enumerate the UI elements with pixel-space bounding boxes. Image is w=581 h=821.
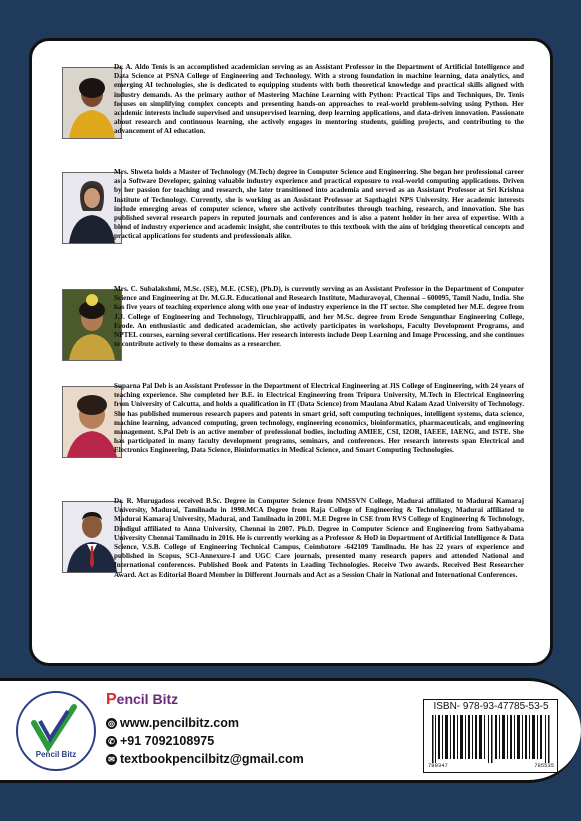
phone-contact (106, 734, 214, 748)
website-link[interactable]: www.pencilbitz.com (120, 716, 239, 730)
pencil-check-logo-icon (18, 693, 94, 769)
barcode-digits-left: 789347 (428, 762, 448, 769)
brand-rest: encil Bitz (116, 691, 179, 707)
bio-text: Dr. R. Murugadoss received B.Sc. Degree in Computer Science from NMSSVN College, Madurai affiliated to Madurai Kamaraj University, Madurai, Tamilnadu in 1998.MCA Degree from Raja College of Engineering & Technology, Madurai affiliated to Madurai Kamaraj University, Madurai, and Tamilnadu in 2001. M.E Degree in CSE from RVS College of Engineering & Technology, Dindigul affiliated to Anna University, Chennai in 2007. Ph.D. Degree in Computer Science and Engineering from Sathyabama University Chennai Tamilnadu in 2016. He is currently working as a Professor & HoD in Department of Artificial Intelligence & Data Science, V.S.B. College of Engineering Technical Campus, Coimbatore -642109 Tamilnadu. He has 22 years of experience and published in Scopus, SCI-Annexure-I and UGC Care journals, presented many research papers and attended National and International conferences. Published Book and Patents in Leading Technologies. Receive Two awards. Received Best Researcher Award. Act as Editorial Board Member in Different Journals and Act as a Session Chair in National and International Conferences. (114, 497, 524, 579)
author-photo (62, 386, 122, 458)
email-contact (106, 752, 304, 766)
barcode-icon (430, 715, 552, 763)
portrait-image (63, 290, 121, 360)
author-photo (62, 67, 122, 139)
phone-icon: ✆ (106, 736, 117, 747)
portrait-image (63, 68, 121, 138)
barcode-digits-right: 785535 (534, 762, 554, 769)
mail-icon: ✉ (106, 754, 117, 765)
bio-entry (32, 164, 552, 279)
brand-initial: P (106, 691, 117, 708)
isbn-barcode-box (423, 699, 558, 773)
phone-number[interactable]: +91 7092108975 (120, 734, 215, 748)
globe-icon: ◎ (106, 718, 117, 729)
author-photo (62, 172, 122, 244)
bio-entry (32, 59, 552, 169)
author-bios-panel (29, 38, 553, 666)
logo-text: Pencil Bitz (35, 750, 77, 759)
bio-text: Suparna Pal Deb is an Assistant Professor in the Department of Electrical Engineering at JIS College of Engineering, with 24 years of teaching experience. She completed her B.E. in Electrical Engineering from Tripura University, M.Tech in Electrical Engineering from University of Calcutta, and holds a qualification in IT (Data Science) from Maulana Abul Kalam Azad University of Technology. She has published numerous research papers and patents in smart grid, soft computing techniques, intelligent systems, data science, machine learning, advanced computing, green technology, engineering economics, bioinformatics, pharmaceuticals, and engineering management. S.Pal Deb is an active member of professional bodies, including AMIEE, CSI, I2OR, IAEEE, IAENG, and ISTE. She has participated in many faculty development programs, seminars, and conferences. Her research interests span Electrical and Electronics Engineering, Data Science, Bioinformatics in Medical Science, and Smart Computing Technologies. (114, 382, 524, 455)
portrait-image (63, 387, 121, 457)
publisher-name (106, 691, 178, 709)
bio-text: Mrs. C. Subalakshmi, M.Sc. (SE), M.E. (CSE), (Ph.D), is currently serving as an Assistant Professor in the Department of Computer Science and Engineering at Dr. M.G.R. Educational and Research Institute, Maduravoyal, Chennai – 600095, Tamil Nadu, India. She has five years of teaching experience along with one year of industry experience in the IT sector. She completed her M.E. degree from J.J. College of Engineering and Technology, Tiruchirappalli, and her M.Sc. degree from Erode Sengunthar Engineering College, Erode. An enthusiastic and dedicated academician, she actively participates in workshops, Faculty Development Programs, and NPTEL courses, earning several certifications. Her research interests include Deep Learning and Image Processing, and she continues to contribute actively to these domains as a researcher. (114, 285, 524, 349)
isbn-label: ISBN- 978-93-47785-53-5 (433, 701, 549, 712)
website-contact (106, 716, 239, 730)
portrait-image (63, 502, 121, 572)
bio-entry (32, 378, 552, 488)
barcode-digits (428, 762, 554, 769)
author-photo (62, 501, 122, 573)
publisher-logo (16, 691, 96, 771)
publisher-footer (0, 678, 581, 783)
portrait-image (63, 173, 121, 243)
bio-entry (32, 493, 552, 618)
email-address[interactable]: textbookpencilbitz@gmail.com (120, 752, 304, 766)
author-photo (62, 289, 122, 361)
bio-entry (32, 283, 552, 373)
bio-text: Mrs. Shweta holds a Master of Technology (M.Tech) degree in Computer Science and Engineering. She began her professional career as a Software Developer, gaining valuable industry experience and practical exposure to real-world computing applications. Driven by her passion for teaching and research, she later transitioned into academia and served as an Assistant Professor at Sri Krishna Institute of Technology. Currently, she is working as an Assistant Professor at Sapthagiri NPS University. Her academic interests include emerging areas of computer science, where she actively contributes through teaching, research, and innovation. She has published several research papers in reputed journals and conferences and is also a patent holder in her area of expertise. With a blend of industry experience and academic insight, she contributes to this textbook with the aim of bridging theoretical concepts and practical applications for students and professionals alike. (114, 168, 524, 241)
bio-text: Dr. A. Aldo Tenis is an accomplished academician serving as an Assistant Professor in the Department of Artificial Intelligence and Data Science at PSNA College of Engineering and Technology. With a strong foundation in machine learning, data analytics, and emerging AI technologies, she is dedicated to equipping students with both theoretical knowledge and practical skills aligned with industry demands. As the primary author of Mastering Machine Learning with Python: Practical Tips and Techniques, Dr. Tenis focuses on simplifying complex concepts and presenting hands-on approaches to real-world problem-solving using Python. Her academic interests include supervised and unsupervised learning, deep learning applications, and data-driven innovation. Passionate about research and continuous learning, she actively engages in mentoring students, guiding projects, and contributing to the advancement of AI education. (114, 63, 524, 136)
